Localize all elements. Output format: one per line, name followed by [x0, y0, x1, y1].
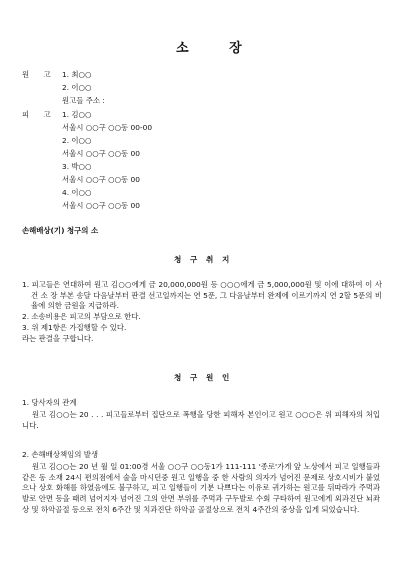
- case-name: 손해배상(기) 청구의 소: [22, 226, 99, 235]
- claim-heading: 청 구 취 지: [174, 255, 233, 264]
- defendant-2-name: 2. 이○○: [62, 136, 92, 145]
- cause-heading: 청 구 원 인: [174, 373, 233, 382]
- section-1-body: 원고 김○○는 20 . . . 피고들로부터 집단으로 폭행을 당한 피해자 본인이고 원고 ○○○은 위 피해자의 처입니다.: [22, 410, 380, 430]
- defendant-4-name: 4. 이○○: [62, 188, 92, 197]
- defendant-4-address: 서울시 ○○구 ○○동 00: [62, 201, 140, 210]
- document-title: 소 장: [176, 41, 260, 56]
- defendant-label: 피 고: [22, 110, 57, 119]
- claim-1: 1. 피고들은 연대하여 원고 김○○에게 금 20,000,000원 등 ○○○에게 금 5,000,000원 및 이에 대하여 이 사건 소 장 부본 송달 다음날부터 판결 선고일까지는 연 5푼, 그 다음날부터 완제에 이르기까지 연 2할 5푼의 비율에 의한 금원을 지급하라.: [22, 280, 382, 311]
- defendant-3-address: 서울시 ○○구 ○○동 00: [62, 175, 140, 184]
- plaintiff-label: 원 고: [22, 70, 57, 79]
- plaintiff-1: 1. 최○○: [62, 70, 92, 79]
- defendant-1-name: 1. 김○○: [62, 110, 92, 119]
- defendant-1-address: 서울시 ○○구 ○○동 00-00: [62, 123, 153, 132]
- plaintiff-address: 원고들 주소 :: [62, 96, 105, 105]
- plaintiff-2: 2. 이○○: [62, 83, 92, 92]
- defendant-2-address: 서울시 ○○구 ○○동 00: [62, 149, 140, 158]
- claims-list: [22, 280, 382, 344]
- section-2-body: 원고 김○○는 20 년 월 일 01:00경 서울 ○○구 ○○동1가 111-111 '종로'가게 앞 노상에서 피고 일행들과 같은 동 소재 24시 편의점에서 술을 마시던중 원고 일행을 중 한 사람의 의자가 넘어진 문제로 상호시비가 붙었으나 상호 화해를 하였음에도 불구하고, 피고 일행들이 기분 나쁘다는 이유로 귀가하는 원고를 뒤따라가 주먹과 발로 안면 등을 때려 넘어지자 넘어진 그의 안면 부위를 주먹과 구두발로 수회 구타하여 원고에게 외과진단 뇌좌상 및 하악골절 등으로 전치 6주간 및 치과진단 하악골 골절상으로 전치 4주간의 중상을 입게 되었습니다.: [22, 462, 380, 514]
- section-1-heading: 1. 당사자의 관계: [22, 398, 77, 407]
- defendant-3-name: 3. 박○○: [62, 162, 92, 171]
- claim-conclusion: 라는 판결을 구합니다.: [22, 333, 94, 343]
- claim-2: 2. 소송비용은 피고의 부담으로 한다.: [22, 312, 141, 322]
- claim-3: 3. 위 제1항은 가집행할 수 있다.: [22, 322, 127, 332]
- section-2-heading: 2. 손해배상책임의 발생: [22, 450, 99, 459]
